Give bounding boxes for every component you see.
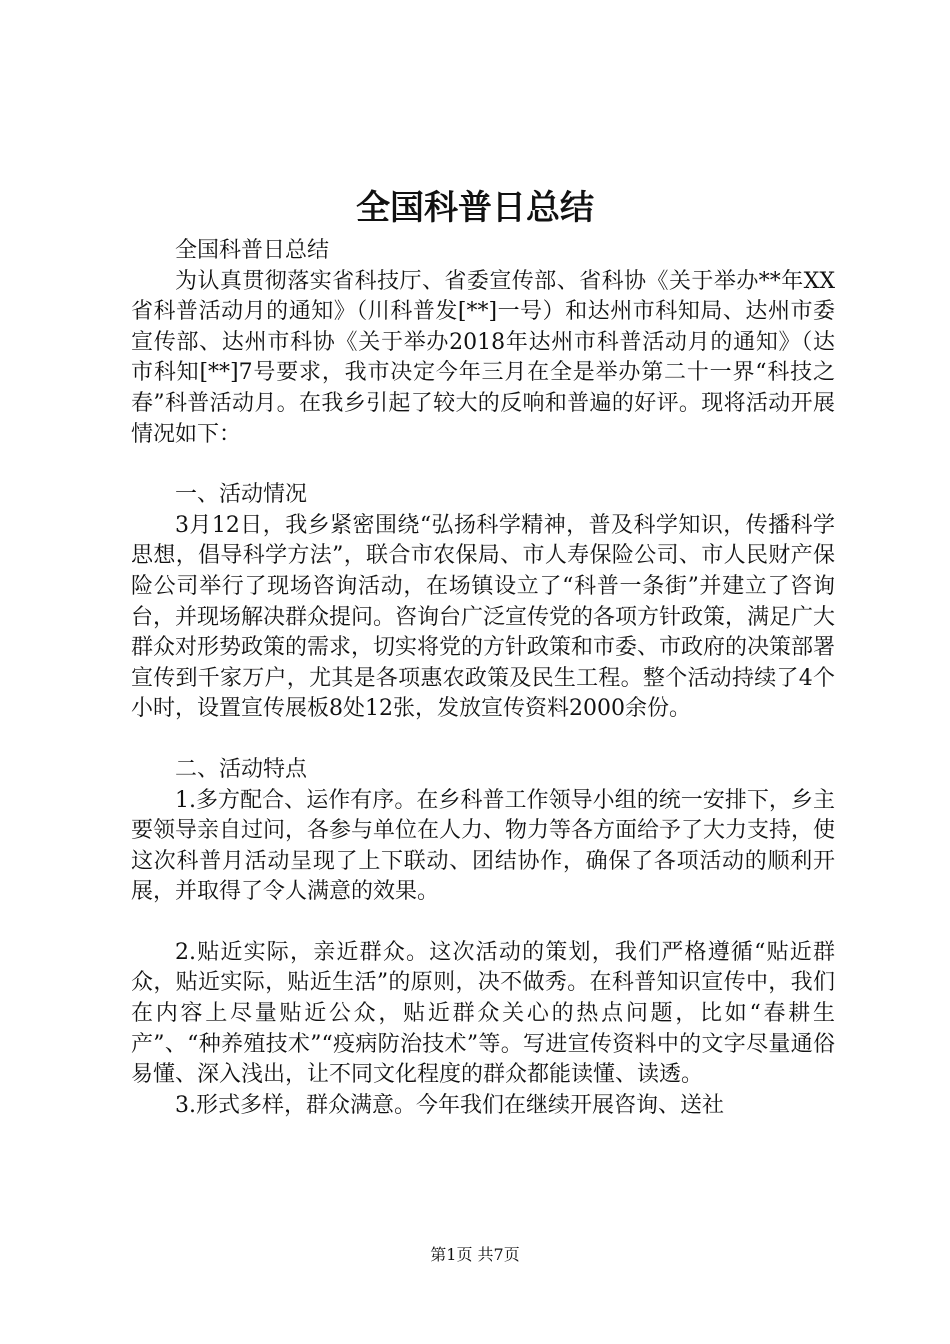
page-number-footer: 第1页 共7页 — [430, 1245, 520, 1264]
document-body — [131, 236, 835, 1121]
paragraph-subtitle: 全国科普日总结 — [175, 238, 330, 263]
paragraph-feature-1: 1.多方配合、运作有序。在乡科普工作领导小组的统一安排下，乡主要领导亲自过问，各参与单位在人力、物力等各方面给予了大力支持，使这次科普月活动呈现了上下联动、团结协作，确保了各项活动的顺利开展，并取得了令人满意的效果。 — [131, 787, 836, 905]
paragraph-feature-3: 3.形式多样，群众满意。今年我们在继续开展咨询、送社 — [175, 1092, 724, 1118]
paragraph-feature-2: 2.贴近实际，亲近群众。这次活动的策划，我们严格遵循“贴近群众，贴近实际，贴近生活”的原则，决不做秀。在科普知识宣传中，我们在内容上尽量贴近公众，贴近群众关心的热点问题，比如“春耕生产”、“种养殖技术”“疫病防治技术”等。写进宣传资料中的文字尽量通俗易懂、深入浅出，让不同文化程度的群众都能读懂、读透。 — [131, 939, 835, 1088]
section-heading-activity: 一、活动情况 — [175, 482, 308, 508]
paragraph-activity: 3月12日，我乡紧密围绕“弘扬科学精神，普及科学知识，传播科学思想，倡导科学方法”，联合市农保局、市人寿保险公司、市人民财产保险公司举行了现场咨询活动，在场镇设立了“科普一条街”并建立了咨询台，并现场解决群众提问。咨询台广泛宣传党的各项方针政策，满足广大群众对形势政策的需求，切实将党的方针政策和市委、市政府的决策部署宣传到千家万户，尤其是各项惠农政策及民生工程。整个活动持续了4个小时，设置宣传展板8处12张，发放宣传资料2000余份。 — [131, 512, 836, 722]
paragraph-intro: 为认真贯彻落实省科技厅、省委宣传部、省科协《关于举办**年XX省科普活动月的通知》（川科普发[**]一号）和达州市科知局、达州市委宣传部、达州市科协《关于举办2018年达州市科普活动月的通知》（达市科知[**]7号要求，我市决定今年三月在全是举办第二十一界“科技之春”科普活动月。在我乡引起了较大的反响和普遍的好评。现将活动开展情况如下： — [131, 268, 835, 447]
document-title: 全国科普日总结 — [356, 188, 594, 228]
section-heading-features: 二、活动特点 — [175, 756, 308, 782]
